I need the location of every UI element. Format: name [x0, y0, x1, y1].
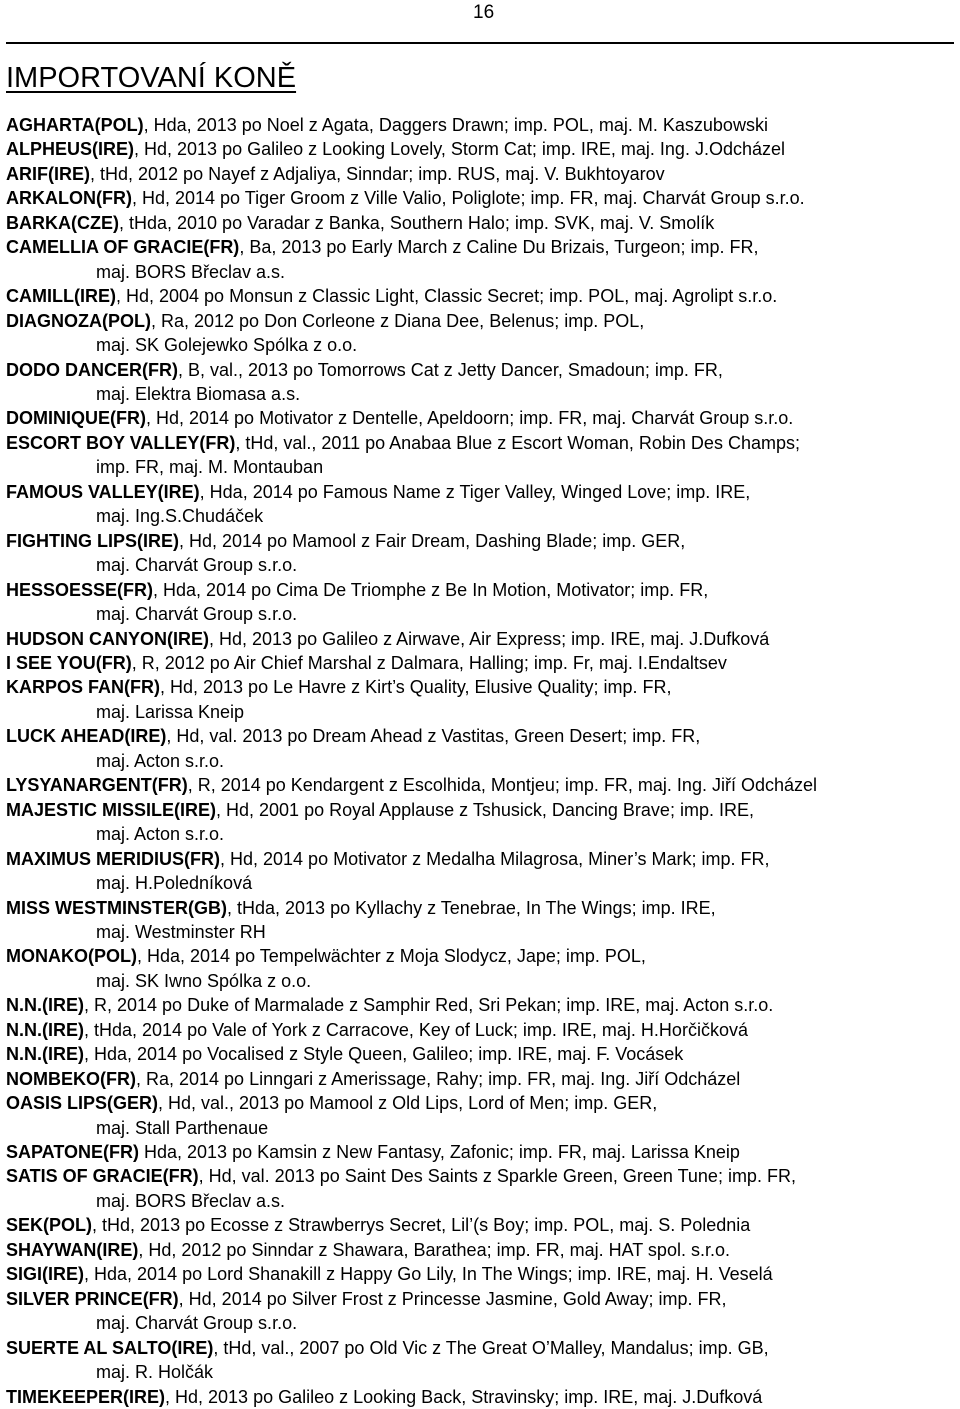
horse-name: I SEE YOU(FR) — [6, 652, 132, 673]
horse-name: MAXIMUS MERIDIUS(FR) — [6, 848, 220, 869]
horse-details-continued: imp. FR, maj. M. Montauban — [96, 457, 324, 478]
page-title: IMPORTOVANÍ KONĚ — [6, 62, 297, 94]
horse-details: , Hd, 2013 po Galileo z Looking Lovely, Storm Cat; imp. IRE, maj. Ing. J.Odcházel — [134, 139, 785, 160]
list-item — [6, 724, 958, 773]
horse-name: N.N.(IRE) — [6, 1019, 84, 1040]
list-item — [6, 431, 958, 480]
horse-name: DODO DANCER(FR) — [6, 359, 178, 380]
horse-details: , R, 2012 po Air Chief Marshal z Dalmara, Halling; imp. Fr, maj. I.Endaltsev — [131, 652, 727, 673]
horse-name: MISS WESTMINSTER(GB) — [6, 897, 227, 918]
horse-details: , Hd, 2013 po Le Havre z Kirt’s Quality, Elusive Quality; imp. FR, — [160, 677, 672, 698]
list-item — [6, 993, 958, 1017]
horse-details: , Ba, 2013 po Early March z Caline Du Brizais, Turgeon; imp. FR, — [239, 237, 759, 258]
list-item — [6, 1238, 958, 1262]
horse-name: CAMELLIA OF GRACIE(FR) — [6, 237, 240, 258]
horse-details: , B, val., 2013 po Tomorrows Cat z Jetty Dancer, Smadoun; imp. FR, — [177, 359, 723, 380]
horse-name: SAPATONE(FR) — [6, 1142, 139, 1163]
list-item — [6, 211, 958, 235]
list-item — [6, 1018, 958, 1042]
horse-name: ARIF(IRE) — [6, 163, 90, 184]
horse-details: , Hd, 2014 po Motivator z Dentelle, Apeldoorn; imp. FR, maj. Charvát Group s.r.o. — [145, 408, 794, 429]
list-item — [6, 1287, 958, 1336]
list-item — [6, 944, 958, 993]
list-item — [6, 284, 958, 308]
horse-name: KARPOS FAN(FR) — [6, 677, 160, 698]
horse-details-continued: maj. Stall Parthenaue — [96, 1117, 269, 1138]
horse-details-continued: maj. Acton s.r.o. — [96, 824, 225, 845]
horse-details-continued: maj. BORS Břeclav a.s. — [96, 261, 286, 282]
horse-details: , tHda, 2014 po Vale of York z Carracove, Key of Luck; imp. IRE, maj. H.Horčičková — [84, 1019, 748, 1040]
list-item — [6, 1042, 958, 1066]
page-number: 16 — [473, 2, 495, 23]
list-item — [6, 627, 958, 651]
horse-name: HUDSON CANYON(IRE) — [6, 628, 210, 649]
list-item — [6, 529, 958, 578]
horse-details: , Hda, 2014 po Vocalised z Style Queen, Galileo; imp. IRE, maj. F. Vocásek — [84, 1044, 684, 1065]
horse-details: , Hd, 2001 po Royal Applause z Tshusick, Dancing Brave; imp. IRE, — [216, 799, 754, 820]
horse-details: , tHd, val., 2011 po Anabaa Blue z Escort Woman, Robin Des Champs; — [235, 432, 800, 453]
horse-name: N.N.(IRE) — [6, 1044, 84, 1065]
horse-details: , tHd, 2013 po Ecosse z Strawberrys Secret, Lil’(s Boy; imp. POL, maj. S. Polednia — [92, 1215, 751, 1236]
horse-name: FAMOUS VALLEY(IRE) — [6, 481, 200, 502]
list-item — [6, 1164, 958, 1213]
list-item — [6, 1213, 958, 1237]
horse-details: , Ra, 2012 po Don Corleone z Diana Dee, Belenus; imp. POL, — [150, 310, 645, 331]
horse-details: , Hd, val., 2013 po Mamool z Old Lips, Lord of Men; imp. GER, — [158, 1093, 658, 1114]
horse-details: , Hda, 2014 po Tempelwächter z Moja Slodycz, Jape; imp. POL, — [136, 946, 646, 967]
horse-details: , Hda, 2014 po Lord Shanakill z Happy Go Lily, In The Wings; imp. IRE, maj. H. Veselá — [84, 1264, 773, 1285]
horse-name: LYSYANARGENT(FR) — [6, 775, 188, 796]
horse-name: SIGI(IRE) — [6, 1264, 85, 1285]
horse-details: , Hd, 2013 po Galileo z Airwave, Air Express; imp. IRE, maj. J.Dufková — [209, 628, 770, 649]
list-item — [6, 162, 958, 186]
horse-list — [6, 113, 958, 1409]
horse-details: , Hd, 2004 po Monsun z Classic Light, Classic Secret; imp. POL, maj. Agrolipt s.r.o. — [115, 286, 778, 307]
horse-name: SILVER PRINCE(FR) — [6, 1288, 179, 1309]
horse-details: , Hd, 2014 po Motivator z Medalha Milagrosa, Miner’s Mark; imp. FR, — [220, 848, 770, 869]
list-item — [6, 675, 958, 724]
horse-details-continued: maj. Charvát Group s.r.o. — [96, 555, 298, 576]
horse-details: , Ra, 2014 po Linngari z Amerissage, Rahy; imp. FR, maj. Ing. Jiří Odcházel — [135, 1068, 741, 1089]
horse-details: , R, 2014 po Kendargent z Escolhida, Montjeu; imp. FR, maj. Ing. Jiří Odcházel — [187, 775, 817, 796]
horse-details-continued: maj. H.Poledníková — [96, 873, 253, 894]
horse-details-continued: maj. SK Golejewko Spólka z o.o. — [96, 335, 358, 356]
horse-name: SEK(POL) — [6, 1215, 93, 1236]
list-item — [6, 186, 958, 210]
horse-name: HESSOESSE(FR) — [6, 579, 154, 600]
horse-details: , Hda, 2014 po Cima De Triomphe z Be In Motion, Motivator; imp. FR, — [153, 579, 709, 600]
header-rule — [6, 42, 954, 44]
list-item — [6, 137, 958, 161]
horse-details-continued: maj. Elektra Biomasa a.s. — [96, 383, 301, 404]
list-item — [6, 1262, 958, 1286]
horse-details: , Hd, val. 2013 po Dream Ahead z Vastitas, Green Desert; imp. FR, — [166, 726, 701, 747]
horse-details-continued: maj. Westminster RH — [96, 921, 266, 942]
list-item — [6, 480, 958, 529]
horse-details: , Hd, 2012 po Sinndar z Shawara, Barathea; imp. FR, maj. HAT spol. s.r.o. — [138, 1239, 730, 1260]
horse-details: , Hda, 2013 po Noel z Agata, Daggers Drawn; imp. POL, maj. M. Kaszubowski — [143, 115, 768, 135]
horse-details: , tHda, 2013 po Kyllachy z Tenebrae, In The Wings; imp. IRE, — [227, 897, 716, 918]
horse-details-continued: maj. BORS Břeclav a.s. — [96, 1190, 286, 1211]
list-item — [6, 235, 958, 284]
list-item — [6, 798, 958, 847]
horse-name: MONAKO(POL) — [6, 946, 137, 967]
list-item — [6, 358, 958, 407]
horse-name: OASIS LIPS(GER) — [6, 1093, 159, 1114]
horse-details-continued: maj. SK Iwno Spólka z o.o. — [96, 970, 312, 991]
list-item — [6, 1140, 958, 1164]
horse-name: ALPHEUS(IRE) — [6, 139, 135, 160]
horse-details: , R, 2014 po Duke of Marmalade z Samphir Red, Sri Pekan; imp. IRE, maj. Acton s.r.o. — [84, 995, 774, 1016]
list-item — [6, 651, 958, 675]
list-item — [6, 1091, 958, 1140]
horse-details-continued: maj. R. Holčák — [96, 1362, 214, 1383]
horse-details: , Hd, 2014 po Mamool z Fair Dream, Dashing Blade; imp. GER, — [179, 530, 686, 551]
horse-name: CAMILL(IRE) — [6, 286, 116, 307]
list-item — [6, 1067, 958, 1091]
list-item — [6, 896, 958, 945]
horse-name: MAJESTIC MISSILE(IRE) — [6, 799, 217, 820]
horse-details: , Hda, 2014 po Famous Name z Tiger Valley, Winged Love; imp. IRE, — [199, 481, 751, 502]
horse-name: DIAGNOZA(POL) — [6, 310, 151, 331]
horse-name: ARKALON(FR) — [6, 188, 132, 209]
horse-name: FIGHTING LIPS(IRE) — [6, 530, 179, 551]
horse-details-continued: maj. Larissa Kneip — [96, 701, 245, 722]
list-item — [6, 406, 958, 430]
horse-details-continued: maj. Acton s.r.o. — [96, 750, 225, 771]
list-item — [6, 1336, 958, 1385]
horse-details: , tHd, val., 2007 po Old Vic z The Great O’Malley, Mandalus; imp. GB, — [213, 1337, 769, 1358]
horse-name: ESCORT BOY VALLEY(FR) — [6, 432, 236, 453]
horse-name: SATIS OF GRACIE(FR) — [6, 1166, 199, 1187]
horse-details: , Hd, 2014 po Silver Frost z Princesse Jasmine, Gold Away; imp. FR, — [178, 1288, 727, 1309]
horse-details: , tHd, 2012 po Nayef z Adjaliya, Sinndar; imp. RUS, maj. V. Bukhtoyarov — [90, 163, 665, 184]
horse-details-continued: maj. Charvát Group s.r.o. — [96, 1313, 298, 1334]
horse-details: , tHda, 2010 po Varadar z Banka, Southern Halo; imp. SVK, maj. V. Smolík — [118, 212, 715, 233]
horse-name: TIMEKEEPER(IRE) — [6, 1386, 166, 1407]
horse-details-continued: maj. Ing.S.Chudáček — [96, 506, 264, 527]
list-item — [6, 847, 958, 896]
list-item — [6, 1385, 958, 1409]
horse-details: Hda, 2013 po Kamsin z New Fantasy, Zafonic; imp. FR, maj. Larissa Kneip — [139, 1142, 740, 1163]
horse-name: N.N.(IRE) — [6, 995, 84, 1016]
list-item — [6, 578, 958, 627]
horse-name: SHAYWAN(IRE) — [6, 1239, 139, 1260]
horse-name: AGHARTA(POL) — [6, 115, 144, 135]
horse-name: LUCK AHEAD(IRE) — [6, 726, 167, 747]
horse-name: NOMBEKO(FR) — [6, 1068, 136, 1089]
horse-name: SUERTE AL SALTO(IRE) — [6, 1337, 214, 1358]
horse-details: , Hd, 2014 po Tiger Groom z Ville Valio, Poliglote; imp. FR, maj. Charvát Group s.r.o. — [131, 188, 805, 209]
horse-name: BARKA(CZE) — [6, 212, 119, 233]
horse-name: DOMINIQUE(FR) — [6, 408, 146, 429]
horse-details: , Hd, 2013 po Galileo z Looking Back, Stravinsky; imp. IRE, maj. J.Dufková — [165, 1386, 763, 1407]
list-item — [6, 773, 958, 797]
list-item — [6, 309, 958, 358]
horse-details-continued: maj. Charvát Group s.r.o. — [96, 604, 298, 625]
horse-details: , Hd, val. 2013 po Saint Des Saints z Sparkle Green, Green Tune; imp. FR, — [198, 1166, 796, 1187]
list-item — [6, 113, 958, 137]
